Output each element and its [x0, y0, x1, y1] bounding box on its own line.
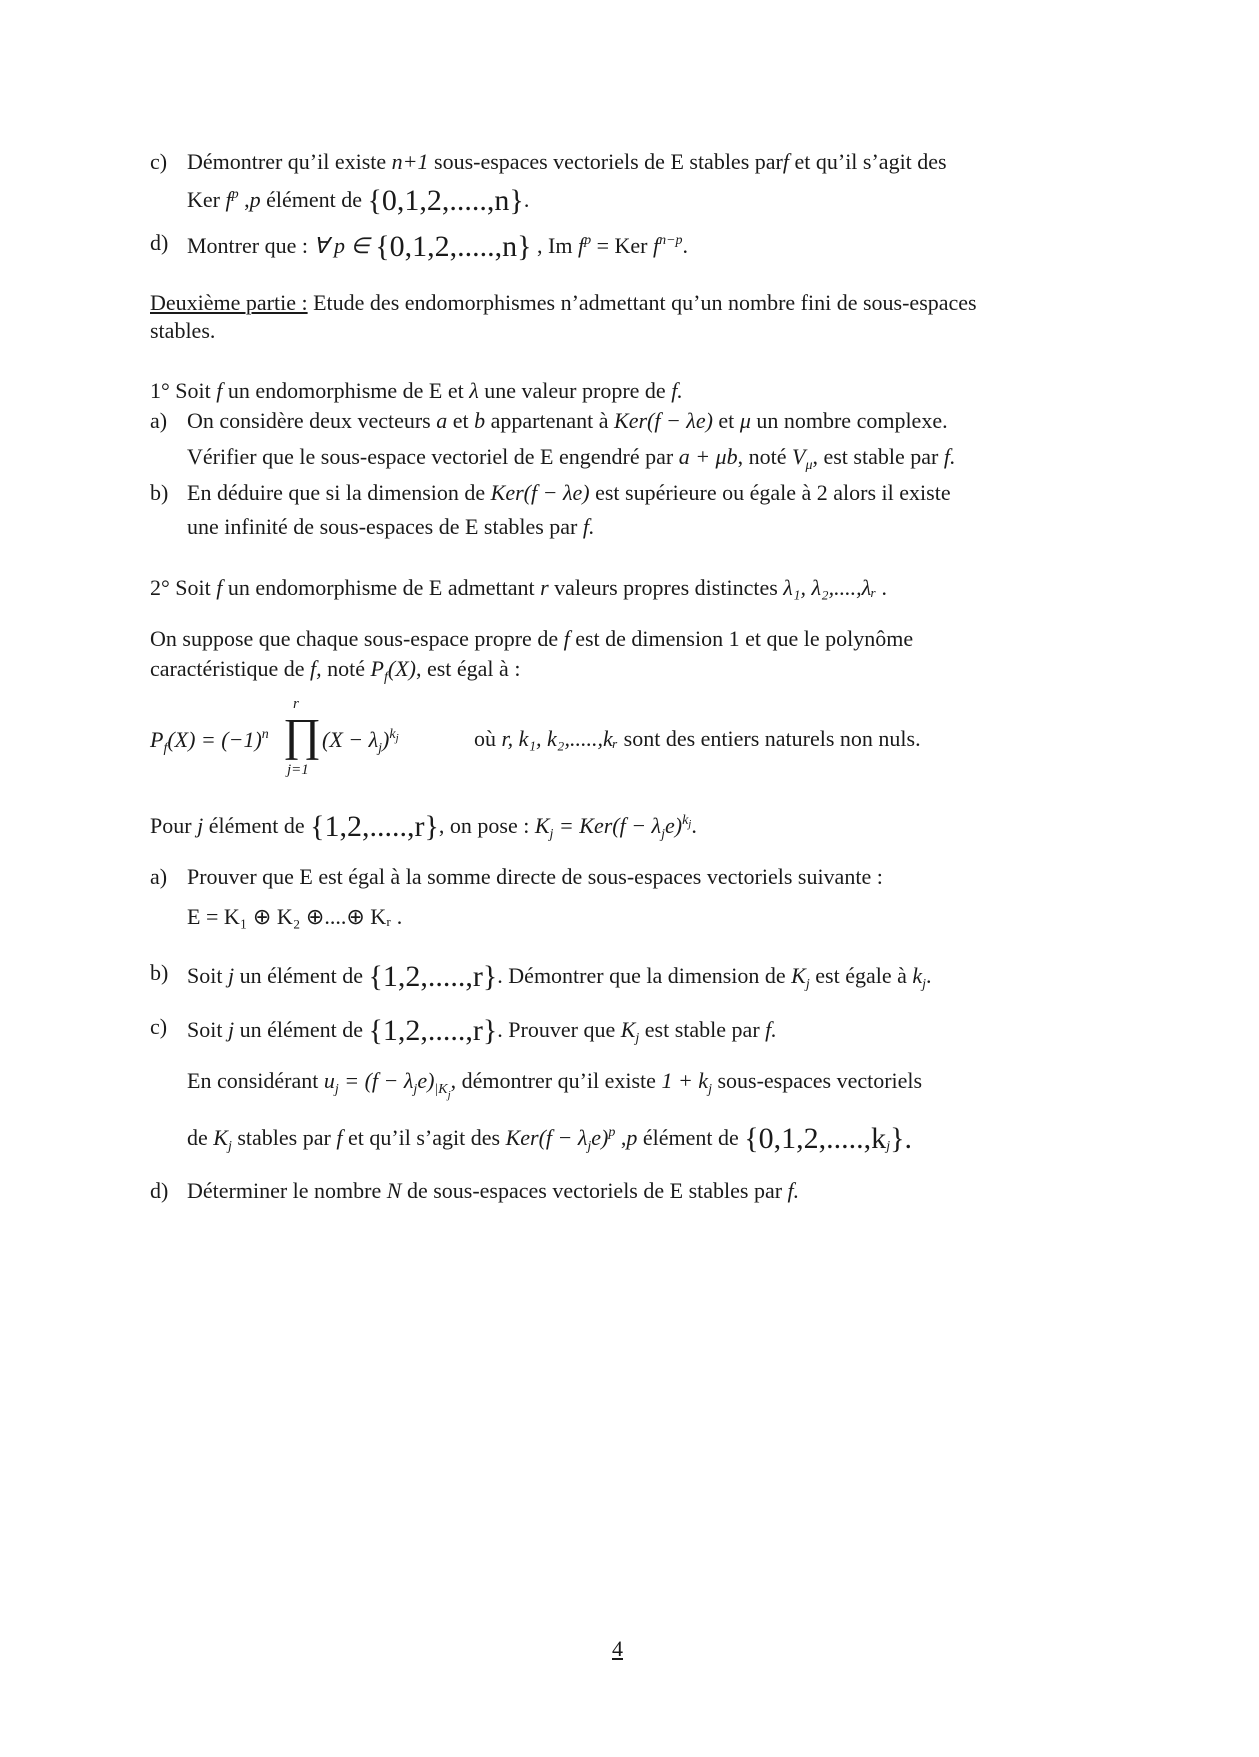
question-c-line1: Démontrer qu’il existe n+1 sous-espaces vectoriels de E stables parf et qu’il s’agit des	[187, 149, 947, 174]
q1-b-label: b)	[150, 480, 169, 505]
q2-a-line1: Prouver que E est égal à la somme directe de sous-espaces vectoriels suivante :	[187, 864, 883, 889]
q1-a-line2: Vérifier que le sous-espace vectoriel de E engendré par a + μb, noté $V_\mu$, est stable par f.	[187, 444, 956, 473]
product-symbol: ∏	[283, 709, 321, 760]
q2-d-label: d)	[150, 1178, 169, 1203]
q1-a-line1: On considère deux vecteurs a et b appartenant à Ker(f − λe) et μ un nombre complexe.	[187, 408, 948, 433]
q1-b-line2: une infinité de sous-espaces de E stables par f.	[187, 514, 595, 539]
formula-condition: où r, k₁, k₂,.....,kᵣ sont des entiers naturels non nuls.	[474, 726, 921, 751]
product-upper-bound: r	[293, 696, 299, 712]
q1-intro: 1° Soit f un endomorphisme de E et λ une valeur propre de f.	[150, 378, 683, 403]
q2-c-line2: En considérant $u_j = (f - \lambda_je)_{|Kj}$, démontrer qu’il existe $1 + k_j$ sous-espaces vectoriels	[187, 1068, 923, 1101]
q1-a-label: a)	[150, 408, 168, 433]
q2-a-label: a)	[150, 864, 168, 889]
question-d-line: Montrer que : ∀ p ∈ {0,1,2,.....,n} , Im $f^p$ = Ker $f^{n-p}$.	[187, 230, 689, 263]
question-d-label: d)	[150, 230, 169, 255]
question-c-label: c)	[150, 149, 168, 174]
q2-hypothesis-line1: On suppose que chaque sous-espace propre de f est de dimension 1 et que le polynôme	[150, 626, 914, 651]
section-heading: Deuxième partie : Etude des endomorphismes n’admettant qu’un nombre fini de sous-espaces	[150, 290, 977, 315]
definition-Kj: Pour j élément de {1,2,.....,r}, on pose : $K_j = Ker(f - \lambda_je)^{kj}$.	[150, 810, 697, 843]
q2-a-line2: E = K₁ ⊕ K₂ ⊕....⊕ Kᵣ .	[187, 904, 403, 929]
q2-d-line: Déterminer le nombre N de sous-espaces vectoriels de E stables par f.	[187, 1178, 800, 1203]
q2-c-line3: de $K_j$ stables par f et qu’il s’agit des $Ker(f - \lambda_je)^p$ ,p élément de $\{0,1,2,.....,k_j\}$.	[187, 1122, 912, 1155]
q2-b-label: b)	[150, 960, 169, 985]
q2-c-line1: Soit j un élément de {1,2,.....,r}. Prouver que $K_j$ est stable par f.	[187, 1014, 777, 1047]
characteristic-polynomial-formula: $P_f(X) = (-1)^n$	[150, 727, 269, 756]
section-heading-cont: stables.	[150, 318, 216, 343]
q2-c-label: c)	[150, 1014, 168, 1039]
product-factor: $(X - \lambda_j)^{kj}$	[322, 727, 399, 756]
product-lower-bound: j=1	[287, 762, 309, 778]
section-heading-title: Deuxième partie :	[150, 290, 308, 315]
q1-b-line1: En déduire que si la dimension de Ker(f − λe) est supérieure ou égale à 2 alors il existe	[187, 480, 951, 505]
page-number: 4	[612, 1636, 623, 1661]
q2-b-line: Soit j un élément de {1,2,.....,r}. Démontrer que la dimension de $K_j$ est égale à $k_j$.	[187, 960, 932, 993]
q2-intro: 2° Soit f un endomorphisme de E admettant r valeurs propres distinctes λ₁, λ₂,....,λᵣ .	[150, 575, 888, 600]
q2-hypothesis-line2: caractéristique de f, noté $P_f(X)$, est égal à :	[150, 656, 521, 685]
question-c-line2: Ker $f^p$ ,p élément de {0,1,2,.....,n}.	[187, 184, 530, 217]
